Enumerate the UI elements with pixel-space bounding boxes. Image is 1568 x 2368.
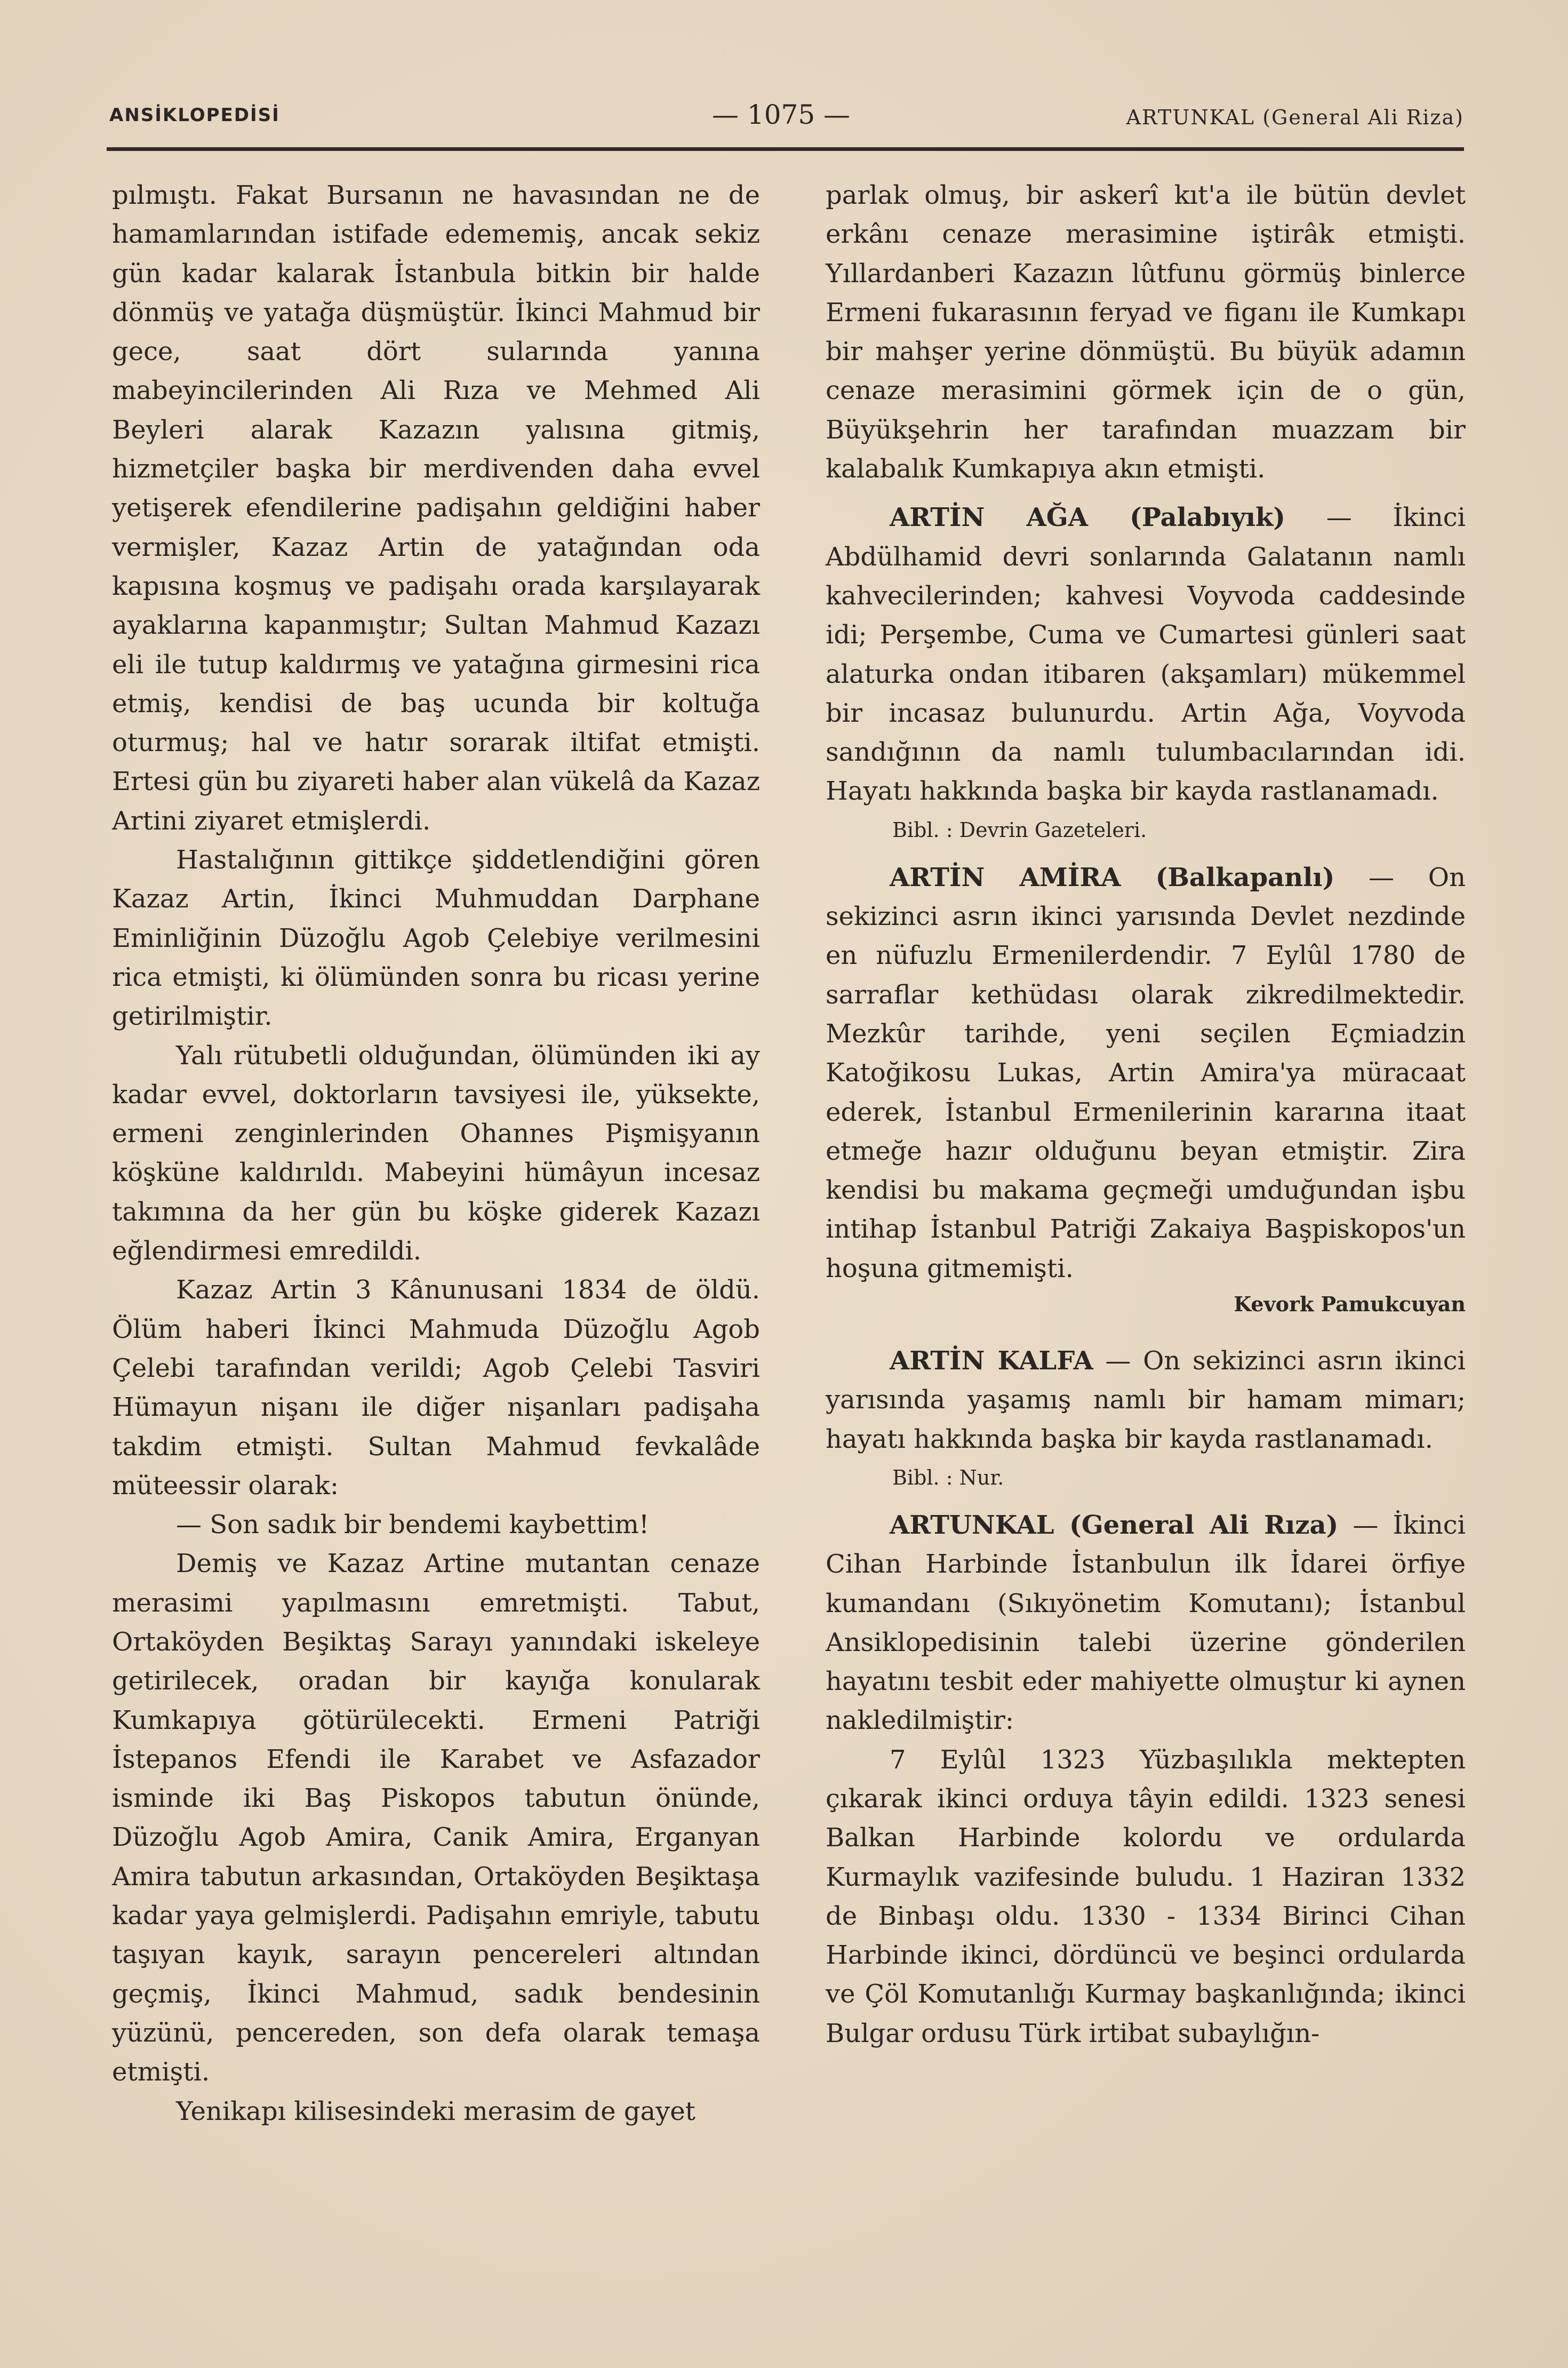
- entry-heading: ARTİN AMİRA (Balkapanlı): [890, 862, 1335, 892]
- entry-heading: ARTUNKAL (General Ali Rıza): [890, 1510, 1339, 1540]
- entry-artin-aga: [826, 498, 1466, 811]
- right-column: [826, 176, 1466, 2053]
- bibliography: Bibl. : Devrin Gazeteleri.: [892, 818, 1147, 842]
- running-header: [109, 99, 1464, 137]
- paragraph: pılmıştı. Fakat Bursanın ne havasından ne de hamamlarından istifade edememiş, ancak sekiz gün kadar kalarak İstanbula bitkin bir halde dönmüş ve yatağa düşmüştür. İkinci Mahmud bir gece, saat dört sularında yanına mabeyincilerinden Ali Rıza ve Mehmed Ali Beyleri alarak Kazazın yalısına gitmiş, hizmetçiler başka bir merdivenden daha evvel yetişerek efendilerine padişahın geldiğini haber vermişler, Kazaz Artin de yatağından oda kapısına koşmuş ve padişahı orada karşılayarak ayaklarına kapanmıştır; Sultan Mahmud Kazazı eli ile tutup kaldırmış ve yatağına girmesini rica etmiş, kendisi de baş ucunda bir koltuğa oturmuş; hal ve hatır sorarak iltifat etmişti. Ertesi gün bu ziyareti haber alan vükelâ da Kazaz Artini ziyaret etmişlerdi.: [112, 180, 760, 836]
- paragraph: parlak olmuş, bir askerî kıt'a ile bütün devlet erkânı cenaze merasimine iştirâk etmişti. Yıllardanberi Kazazın lûtfunu görmüş binlerce Ermeni fukarasının feryad ve figanı ile Kumkapı bir mahşer yerine dönmüştü. Bu büyük adamın cenaze merasimini görmek için de o gün, Büyükşehrin her tarafından muazzam bir kalabalık Kumkapıya akın etmişti.: [826, 180, 1466, 484]
- entry-text: — İkinci Abdülhamid devri sonlarında Galatanın namlı kahvecilerinden; kahvesi Voyvoda caddesinde idi; Perşembe, Cuma ve Cumartesi günleri saat alaturka ondan itibaren (akşamları) mükemmel bir incasaz bulunurdu. Artin Ağa, Voyvoda sandığının da namlı tulumbacılarından idi. Hayatı hakkında başka bir kayda rastlanamadı.: [826, 503, 1466, 807]
- paragraph: Yenikapı kilisesindeki merasim de gayet: [176, 2096, 695, 2126]
- entry-text: — On sekizinci asrın ikinci yarısında Devlet nezdinde en nüfuzlu Ermenilerdendir. 7 Eylûl 1780 de sarraflar kethüdası olarak zikredilmektedir. Mezkûr tarihde, yeni seçilen Eçmiadzin Katoğikosu Lukas, Artin Amira'ya müracaat ederek, İstanbul Ermenilerinin kararına itaat etmeğe hazır olduğunu beyan etmiştir. Zira kendisi bu makama geçmeği umduğundan işbu intihap İstanbul Patriği Zakaiya Başpiskopos'un hoşuna gitmemişti.: [826, 862, 1466, 1283]
- left-column: [112, 176, 760, 2131]
- paragraph: Demiş ve Kazaz Artine mutantan cenaze merasimi yapılmasını emretmişti. Tabut, Ortaköyden Beşiktaş Sarayı yanındaki iskeleye getirilecek, oradan bir kayığa konularak Kumkapıya götürülecekti. Ermeni Patriği İstepanos Efendi ile Karabet ve Asfazador isminde iki Baş Piskopos tabutun önünde, Düzoğlu Agob Amira, Canik Amira, Erganyan Amira tabutun arkasından, Ortaköyden Beşiktaşa kadar yaya gelmişlerdi. Padişahın emriyle, tabutu taşıyan kayık, sarayın pencereleri altından geçmiş, İkinci Mahmud, sadık bendesinin yüzünü, pencereden, son defa olarak temaşa etmişti.: [112, 1549, 760, 2087]
- paragraph: Kazaz Artin 3 Kânunusani 1834 de öldü. Ölüm haberi İkinci Mahmuda Düzoğlu Agob Çelebi tarafından verildi; Agob Çelebi Tasviri Hümayun nişanı ile diğer nişanları padişaha takdim etmişti. Sultan Mahmud fevkalâde müteessir olarak:: [112, 1275, 760, 1501]
- entry-text: — İkinci Cihan Harbinde İstanbulun ilk İdarei örfiye kumandanı (Sıkıyönetim Komutanı); İstanbul Ansiklopedisinin talebi üzerine gönderilen hayatını tesbit eder mahiyette olmuştur ki aynen nakledilmiştir:: [826, 1510, 1466, 1736]
- entry-heading: ARTİN KALFA: [890, 1346, 1093, 1376]
- entry-text: — On sekizinci asrın ikinci yarısında yaşamış namlı bir hamam mimarı; hayatı hakkında başka bir kayda rastlanamadı.: [826, 1346, 1466, 1454]
- page-number: — 1075 —: [712, 99, 851, 130]
- paragraph: Yalı rütubetli olduğundan, ölümünden iki ay kadar evvel, doktorların tavsiyesi ile, yüksekte, ermeni zenginlerinden Ohannes Pişmişyanın köşküne kaldırıldı. Mabeyini hümâyun incesaz takımına da her gün bu köşke giderek Kazazı eğlendirmesi emredildi.: [112, 1040, 760, 1266]
- header-rule: [107, 147, 1464, 151]
- paragraph: 7 Eylûl 1323 Yüzbaşılıkla mektepten çıkarak ikinci orduya tâyin edildi. 1323 senesi Balkan Harbinde kolordu ve ordularda Kurmaylık vazifesinde buludu. 1 Haziran 1332 de Binbaşı oldu. 1330 - 1334 Birinci Cihan Harbinde ikinci, dördüncü ve beşinci ordularda ve Çöl Komutanlığı Kurmay başkanlığında; ikinci Bulgar ordusu Türk irtibat subaylığın-: [826, 1744, 1466, 2048]
- entry-artin-kalfa: [826, 1342, 1466, 1459]
- header-left: ANSİKLOPEDİSİ: [109, 105, 280, 126]
- quote: — Son sadık bir bendemi kaybettim!: [176, 1510, 650, 1540]
- entry-artunkal: [826, 1506, 1466, 1741]
- bibliography: Bibl. : Nur.: [892, 1465, 1004, 1489]
- entry-artin-amira: [826, 858, 1466, 1288]
- header-right: ARTUNKAL (General Ali Riza): [1126, 106, 1464, 129]
- paragraph: Hastalığının gittikçe şiddetlendiğini gören Kazaz Artin, İkinci Muhmuddan Darphane Eminliğinin Düzoğlu Agob Çelebiye verilmesini rica etmişti, ki ölümünden sonra bu ricası yerine getirilmiştir.: [112, 845, 760, 1032]
- author-signature: Kevork Pamukcuyan: [1234, 1292, 1466, 1317]
- entry-heading: ARTİN AĞA (Palabıyık): [890, 503, 1286, 533]
